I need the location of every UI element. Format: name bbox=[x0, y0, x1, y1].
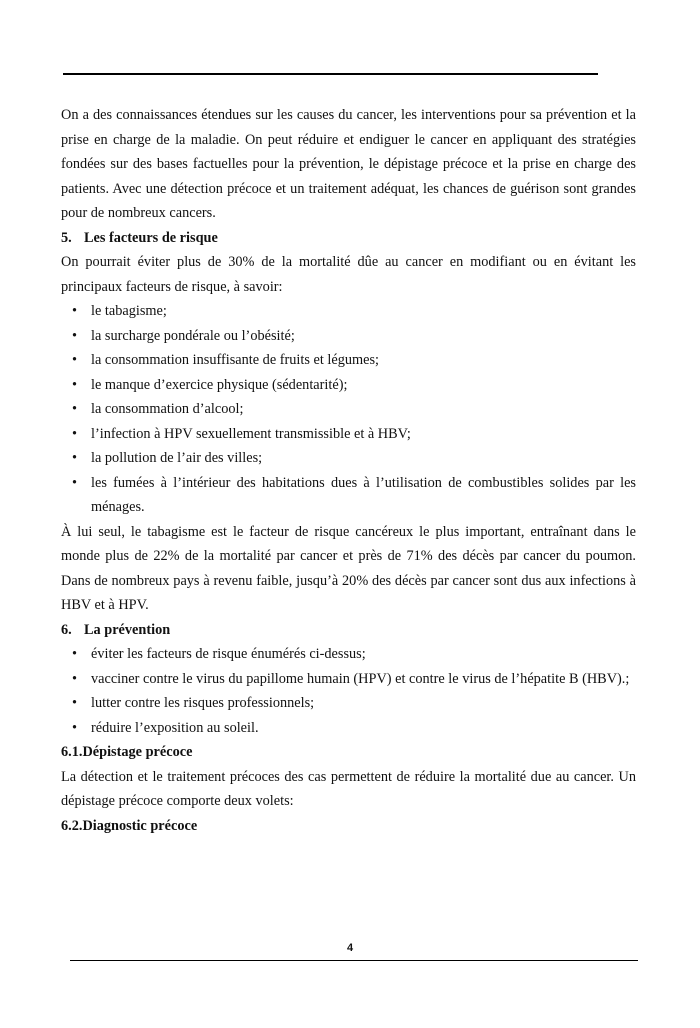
section-title: Les facteurs de risque bbox=[84, 229, 218, 246]
list-item: • la pollution de l’air des villes; bbox=[61, 446, 636, 471]
list-item: • l’infection à HPV sexuellement transmissible et à HBV; bbox=[61, 422, 636, 447]
prevention-list bbox=[61, 642, 636, 740]
subsection-heading-diagnosis: 6.2.Diagnostic précoce bbox=[61, 817, 198, 834]
list-item: • lutter contre les risques professionnels; bbox=[61, 691, 636, 716]
list-item: • le tabagisme; bbox=[61, 299, 636, 324]
section-number: 6. bbox=[61, 621, 72, 638]
subsection-heading-screening: 6.1.Dépistage précoce bbox=[61, 744, 193, 760]
section-heading-risk-factors bbox=[61, 226, 636, 251]
list-item: • la consommation insuffisante de fruits et légumes; bbox=[61, 348, 636, 373]
tobacco-paragraph: À lui seul, le tabagisme est le facteur de risque cancéreux le plus important, entraînant dans le monde plus de 22% de la mortalité par cancer et près de 71% des décès par cancer du poumon. Dans de nombreux pays à revenu faible, jusqu’à 20% des décès par cancer sont dus aux infections à HBV et à HPV. bbox=[61, 523, 636, 613]
list-item: • réduire l’exposition au soleil. bbox=[61, 716, 636, 741]
section-number: 5. bbox=[61, 229, 72, 246]
list-item: • le manque d’exercice physique (sédentarité); bbox=[61, 373, 636, 398]
list-item: • éviter les facteurs de risque énumérés ci-dessus; bbox=[61, 642, 636, 667]
section-heading-prevention bbox=[61, 618, 636, 643]
header-rule bbox=[63, 73, 598, 75]
footer-rule bbox=[70, 960, 638, 961]
list-item: • les fumées à l’intérieur des habitations dues à l’utilisation de combustibles solides par les ménages. bbox=[61, 471, 636, 520]
intro-paragraph: On a des connaissances étendues sur les causes du cancer, les interventions pour sa prévention et la prise en charge de la maladie. On peut réduire et endiguer le cancer en appliquant des stratégies fondées sur des bases factuelles pour la prévention, le dépistage précoce et la prise en charge des patients. Avec une détection précoce et un traitement adéquat, les chances de guérison sont grandes pour de nombreux cancers. bbox=[61, 107, 636, 221]
risk-factors-list bbox=[61, 299, 636, 520]
section-title: La prévention bbox=[84, 621, 171, 638]
document-body bbox=[61, 103, 636, 838]
list-item: • la surcharge pondérale ou l’obésité; bbox=[61, 324, 636, 349]
risk-intro-paragraph: On pourrait éviter plus de 30% de la mortalité dûe au cancer en modifiant ou en évitant les principaux facteurs de risque, à savoir: bbox=[61, 254, 636, 295]
screening-paragraph: La détection et le traitement précoces des cas permettent de réduire la mortalité due au cancer. Un dépistage précoce comporte deux volets: bbox=[61, 768, 636, 809]
page-number: 4 bbox=[346, 942, 354, 954]
list-item: • vacciner contre le virus du papillome humain (HPV) et contre le virus de l’hépatite B (HBV).; bbox=[61, 667, 636, 692]
list-item: • la consommation d’alcool; bbox=[61, 397, 636, 422]
